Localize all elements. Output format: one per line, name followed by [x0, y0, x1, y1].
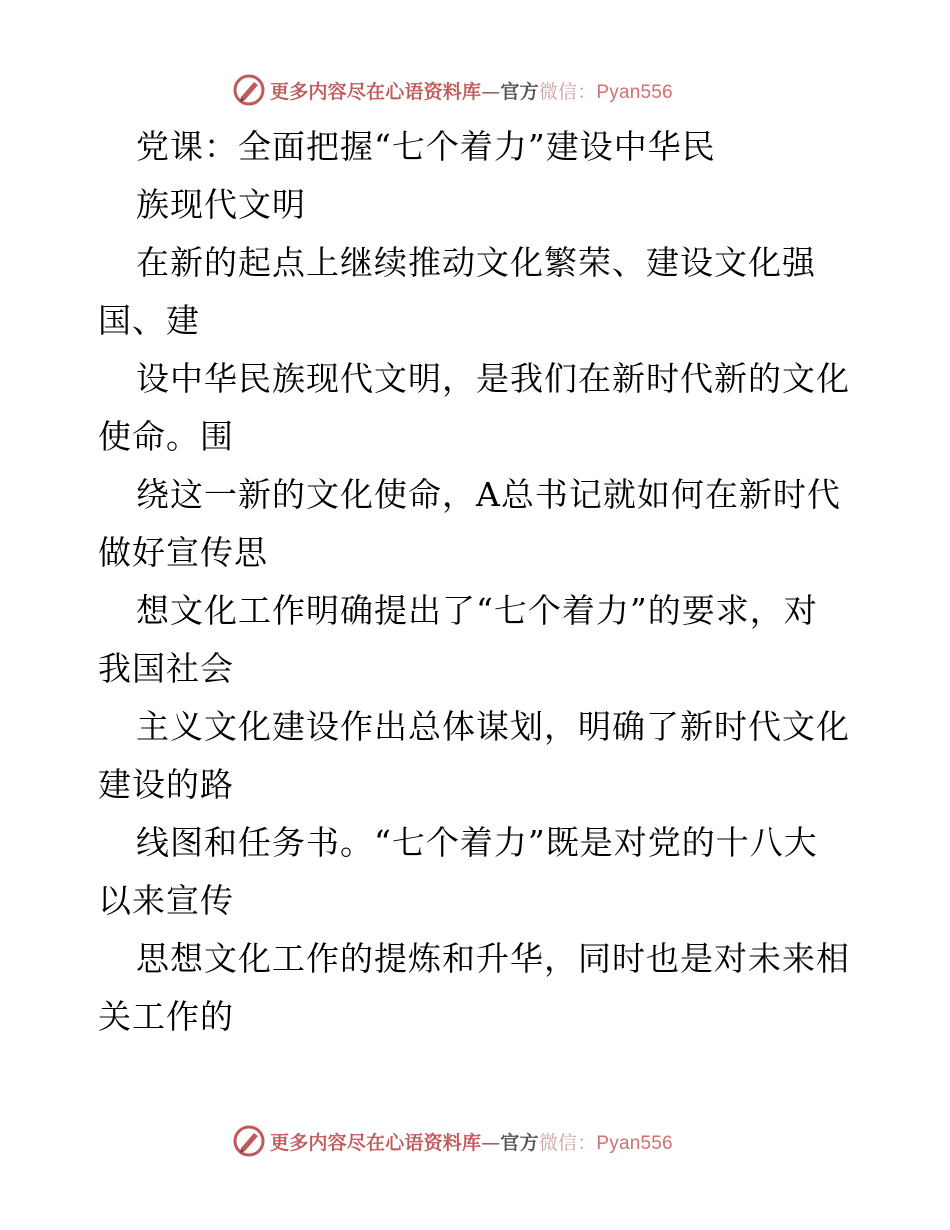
watermark-wechat-text: 微信： [538, 80, 597, 103]
paragraph-line: 线图和任务书。“七个着力”既是对党的十八大 [136, 823, 818, 862]
paragraph-line: 以来宣传 [98, 881, 234, 920]
paragraph-line: 在新的起点上继续推动文化繁荣、建设文化强 [136, 243, 816, 282]
watermark-wechat-text: 微信： [538, 1131, 597, 1154]
watermark-official-text: 官方 [500, 1131, 539, 1154]
document-title-line-1: 党课：全面把握“七个着力”建设中华民 [136, 127, 716, 166]
paragraph-line: 我国社会 [98, 649, 234, 688]
pen-logo-icon [232, 73, 266, 107]
watermark-dash: — [481, 1131, 501, 1154]
paragraph-line: 思想文化工作的提炼和升华，同时也是对未来相 [136, 939, 850, 978]
watermark-official-text: 官方 [500, 80, 539, 103]
header-watermark [232, 70, 673, 110]
paragraph-line: 使命。围 [98, 417, 234, 456]
paragraph-line: 绕这一新的文化使命，A总书记就如何在新时代 [136, 475, 841, 514]
document-title-line-2: 族现代文明 [136, 185, 306, 224]
watermark-site-text: 更多内容尽在心语资料库 [270, 80, 482, 103]
watermark-id-text: Pyan556 [596, 1132, 673, 1154]
pen-logo-icon [232, 1124, 266, 1158]
paragraph-line: 国、建 [98, 301, 200, 340]
watermark-site-text: 更多内容尽在心语资料库 [270, 1131, 482, 1154]
paragraph-line: 做好宣传思 [98, 533, 268, 572]
watermark-id-text: Pyan556 [596, 81, 673, 103]
paragraph-line: 设中华民族现代文明，是我们在新时代新的文化 [136, 359, 850, 398]
paragraph-line: 关工作的 [98, 997, 234, 1036]
footer-watermark [232, 1121, 673, 1161]
watermark-dash: — [481, 80, 501, 103]
paragraph-line: 建设的路 [98, 765, 234, 804]
paragraph-line: 主义文化建设作出总体谋划，明确了新时代文化 [136, 707, 850, 746]
paragraph-line: 想文化工作明确提出了“七个着力”的要求，对 [136, 591, 818, 630]
